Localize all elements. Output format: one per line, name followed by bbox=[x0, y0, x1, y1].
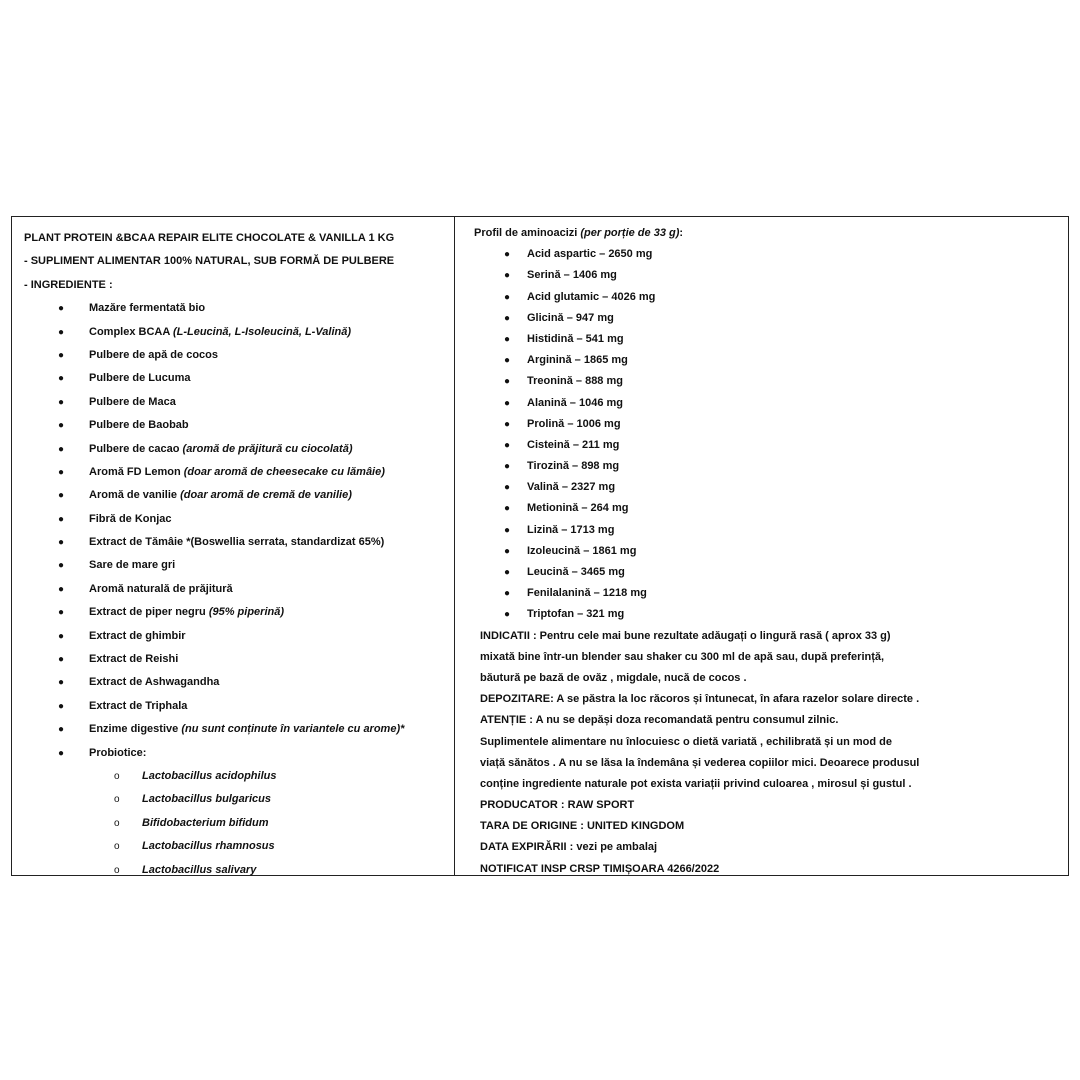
ingredient-name: Extract de ghimbir bbox=[89, 629, 186, 642]
amino-acid-text: Leucină – 3465 mg bbox=[527, 566, 625, 578]
probiotic-name: Lactobacillus bulgaricus bbox=[142, 793, 271, 806]
amino-acid-item bbox=[474, 244, 1068, 265]
ingredient-name: Extract de Reishi bbox=[89, 653, 179, 666]
info-line: Suplimentele alimentare nu înlocuiesc o dietă variată , echilibrată și un mod de bbox=[480, 735, 893, 748]
ingredient-item bbox=[24, 742, 449, 765]
bullet-icon: ● bbox=[58, 537, 65, 549]
bullet-icon: ● bbox=[504, 545, 511, 557]
info-line: NOTIFICAT INSP CRSP TIMIȘOARA 4266/2022 bbox=[480, 862, 720, 875]
bullet-icon: ● bbox=[58, 443, 65, 455]
bullet-icon: ● bbox=[504, 567, 511, 578]
ingredient-name: Pulbere de Maca bbox=[89, 395, 176, 408]
bullet-icon: ● bbox=[58, 303, 65, 315]
probiotic-name: Lactobacillus salivary bbox=[142, 863, 257, 876]
ingredient-item bbox=[24, 508, 449, 531]
bullet-icon: ● bbox=[58, 607, 65, 619]
ingredient-note: (nu sunt conținute în variantele cu arome)* bbox=[181, 723, 405, 736]
amino-acid-item bbox=[474, 329, 1068, 350]
ingredient-item bbox=[24, 578, 449, 601]
bullet-icon: ● bbox=[504, 524, 511, 536]
ingredient-name: Extract de Ashwagandha bbox=[89, 676, 220, 689]
ingredients-column bbox=[24, 227, 449, 882]
ingredient-item bbox=[24, 484, 449, 507]
ingredient-item bbox=[24, 391, 449, 414]
probiotic-name: Lactobacillus acidophilus bbox=[142, 769, 277, 782]
bullet-icon: ● bbox=[504, 249, 511, 261]
amino-acid-text: Arginină – 1865 mg bbox=[527, 354, 628, 367]
ingredient-note: (aromă de prăjitură cu ciocolată) bbox=[182, 442, 353, 455]
ingredient-name: Extract de piper negru bbox=[89, 606, 209, 619]
ingredient-item bbox=[24, 554, 449, 577]
amino-heading-colon: : bbox=[679, 227, 684, 239]
bullet-icon: ● bbox=[504, 355, 511, 367]
bullet-icon: ● bbox=[504, 609, 511, 621]
product-title: PLANT PROTEIN &BCAA REPAIR ELITE CHOCOLATE & VANILLA 1 KG bbox=[24, 232, 395, 244]
info-line: conține ingrediente naturale pot exista variații privind culoarea , mirosul și gustul . bbox=[480, 777, 912, 790]
ingredient-item bbox=[24, 344, 449, 367]
info-line: DEPOZITARE: A se păstra la loc răcoros și întunecat, în afara razelor solare directe . bbox=[480, 693, 920, 706]
ingredient-note: (doar aromă de cheesecake cu lămâie) bbox=[183, 465, 385, 478]
info-line: băutură pe bază de ovăz , migdale, nucă de cocos . bbox=[480, 671, 747, 684]
amino-acid-text: Metionină – 264 mg bbox=[527, 502, 629, 515]
ingredient-item bbox=[24, 718, 449, 741]
probiotic-name: Lactobacillus rhamnosus bbox=[142, 840, 275, 853]
probiotic-item bbox=[24, 835, 449, 858]
ingredient-item bbox=[24, 321, 449, 344]
ingredient-name: Extract de Triphala bbox=[89, 699, 188, 712]
bullet-icon: ● bbox=[504, 503, 511, 515]
hollow-bullet-icon: o bbox=[114, 864, 120, 876]
ingredient-note: (95% piperină) bbox=[208, 606, 284, 619]
amino-acid-item bbox=[474, 265, 1068, 286]
ingredient-item bbox=[24, 461, 449, 484]
bullet-icon: ● bbox=[504, 291, 511, 303]
info-line: PRODUCATOR : RAW SPORT bbox=[480, 799, 635, 812]
hollow-bullet-icon: o bbox=[114, 841, 120, 853]
ingredient-item bbox=[24, 414, 449, 437]
bullet-icon: ● bbox=[504, 439, 511, 451]
bullet-icon: ● bbox=[504, 418, 511, 430]
amino-acid-item bbox=[474, 456, 1068, 477]
amino-acid-item bbox=[474, 520, 1068, 541]
probiotic-item bbox=[24, 765, 449, 788]
ingredient-item bbox=[24, 601, 449, 624]
bullet-icon: ● bbox=[58, 490, 65, 502]
bullet-icon: ● bbox=[504, 461, 511, 473]
amino-acid-text: Fenilalanină – 1218 mg bbox=[527, 587, 647, 600]
info-line: TARA DE ORIGINE : UNITED KINGDOM bbox=[480, 820, 685, 833]
amino-acid-text: Serină – 1406 mg bbox=[527, 269, 617, 282]
bullet-icon: ● bbox=[58, 724, 65, 736]
bullet-icon: ● bbox=[58, 349, 65, 361]
ingredient-name: Mazăre fermentată bio bbox=[89, 302, 206, 315]
amino-acid-item bbox=[474, 583, 1068, 604]
amino-acid-item bbox=[474, 350, 1068, 371]
product-info-lines bbox=[474, 626, 1068, 880]
amino-acid-item bbox=[474, 541, 1068, 562]
bullet-icon: ● bbox=[504, 482, 511, 494]
bullet-icon: ● bbox=[58, 373, 65, 385]
amino-acid-item bbox=[474, 308, 1068, 329]
amino-acid-item bbox=[474, 604, 1068, 625]
hollow-bullet-icon: o bbox=[114, 794, 120, 806]
ingredient-name: Pulbere de cacao bbox=[89, 442, 183, 455]
ingredient-name: Aromă de vanilie bbox=[89, 489, 181, 502]
ingredient-item bbox=[24, 695, 449, 718]
amino-acid-item bbox=[474, 498, 1068, 519]
amino-acid-text: Acid glutamic – 4026 mg bbox=[527, 290, 656, 303]
bullet-icon: ● bbox=[504, 376, 511, 388]
bullet-icon: ● bbox=[58, 420, 65, 432]
info-line: ATENȚIE : A nu se depăși doza recomandată pentru consumul zilnic. bbox=[480, 714, 839, 727]
amino-acid-text: Alanină – 1046 mg bbox=[527, 396, 623, 409]
ingredient-name: Pulbere de Lucuma bbox=[89, 372, 191, 385]
info-line: viață sănătos . A nu se lăsa la îndemâna și vederea copiilor mici. Deoarece produsul bbox=[480, 756, 920, 769]
ingredient-note: (L-Leucină, L-Isoleucină, L-Valină) bbox=[172, 325, 351, 338]
ingredient-name: Pulbere de Baobab bbox=[89, 419, 189, 432]
amino-acid-text: Cisteină – 211 mg bbox=[527, 438, 620, 451]
amino-heading-text: Profil de aminoacizi bbox=[474, 227, 581, 239]
amino-acid-text: Glicină – 947 mg bbox=[527, 311, 614, 324]
ingredient-name: Aromă naturală de prăjitură bbox=[89, 582, 233, 595]
product-subtitle: - SUPLIMENT ALIMENTAR 100% NATURAL, SUB FORMĂ DE PULBERE bbox=[24, 255, 395, 268]
ingredients-list bbox=[24, 297, 449, 765]
bullet-icon: ● bbox=[58, 326, 65, 338]
info-line: INDICATII : Pentru cele mai bune rezultate adăugați o lingură rasă ( aprox 33 g) bbox=[480, 629, 891, 642]
bullet-icon: ● bbox=[58, 700, 65, 712]
amino-heading-note: (per porție de 33 g) bbox=[580, 227, 680, 239]
column-divider bbox=[454, 217, 455, 875]
amino-acid-item bbox=[474, 371, 1068, 392]
ingredient-name: Probiotice: bbox=[89, 746, 147, 759]
ingredient-name: Pulbere de apă de cocos bbox=[89, 348, 218, 361]
amino-acid-list bbox=[474, 244, 1068, 625]
info-line: DATA EXPIRĂRII : vezi pe ambalaj bbox=[480, 841, 658, 854]
amino-acid-text: Tirozină – 898 mg bbox=[527, 460, 620, 473]
ingredients-heading: - INGREDIENTE : bbox=[24, 278, 113, 291]
bullet-icon: ● bbox=[58, 747, 65, 759]
amino-acid-text: Izoleucină – 1861 mg bbox=[527, 544, 637, 557]
ingredient-name: Fibră de Konjac bbox=[89, 512, 172, 525]
info-line: mixată bine într-un blender sau shaker cu 300 ml de apă sau, după preferință, bbox=[480, 650, 885, 663]
ingredient-note: (doar aromă de cremă de vanilie) bbox=[180, 489, 352, 502]
ingredient-name: Extract de Tămâie *(Boswellia serrata, standardizat 65%) bbox=[89, 536, 385, 549]
ingredient-item bbox=[24, 648, 449, 671]
bullet-icon: ● bbox=[58, 630, 65, 642]
ingredient-item bbox=[24, 531, 449, 554]
ingredient-name: Enzime digestive bbox=[89, 723, 182, 736]
bullet-icon: ● bbox=[58, 513, 65, 525]
amino-acid-text: Prolină – 1006 mg bbox=[527, 417, 621, 430]
amino-acid-text: Acid aspartic – 2650 mg bbox=[527, 248, 653, 261]
bullet-icon: ● bbox=[504, 588, 511, 600]
amino-acid-item bbox=[474, 435, 1068, 456]
probiotic-item bbox=[24, 812, 449, 835]
probiotic-name: Bifidobacterium bifidum bbox=[142, 816, 269, 829]
ingredient-name: Sare de mare gri bbox=[89, 559, 176, 572]
probiotic-item bbox=[24, 859, 449, 882]
bullet-icon: ● bbox=[58, 654, 65, 666]
ingredient-item bbox=[24, 625, 449, 648]
amino-acid-item bbox=[474, 562, 1068, 583]
bullet-icon: ● bbox=[58, 583, 65, 595]
bullet-icon: ● bbox=[58, 560, 65, 572]
bullet-icon: ● bbox=[58, 466, 65, 478]
ingredient-name: Aromă FD Lemon bbox=[89, 465, 184, 478]
bullet-icon: ● bbox=[504, 333, 511, 345]
ingredient-name: Complex BCAA bbox=[89, 325, 173, 338]
probiotic-item bbox=[24, 788, 449, 811]
bullet-icon: ● bbox=[504, 270, 511, 282]
amino-acid-item bbox=[474, 414, 1068, 435]
hollow-bullet-icon: o bbox=[114, 770, 120, 782]
amino-acid-text: Lizină – 1713 mg bbox=[527, 523, 615, 536]
amino-acid-text: Valină – 2327 mg bbox=[527, 481, 616, 494]
bullet-icon: ● bbox=[504, 312, 511, 324]
ingredient-item bbox=[24, 438, 449, 461]
bullet-icon: ● bbox=[504, 397, 511, 409]
probiotics-list bbox=[24, 765, 449, 882]
amino-acid-item bbox=[474, 393, 1068, 414]
amino-acid-text: Histidină – 541 mg bbox=[527, 332, 624, 345]
amino-acid-item bbox=[474, 477, 1068, 498]
amino-acid-text: Treonină – 888 mg bbox=[527, 375, 623, 388]
bullet-icon: ● bbox=[58, 396, 65, 408]
bullet-icon: ● bbox=[58, 677, 65, 689]
amino-acid-item bbox=[474, 287, 1068, 308]
ingredient-item bbox=[24, 671, 449, 694]
amino-heading bbox=[474, 223, 1068, 244]
hollow-bullet-icon: o bbox=[114, 817, 120, 829]
ingredient-item bbox=[24, 367, 449, 390]
amino-info-column bbox=[474, 223, 1068, 880]
product-label-table bbox=[11, 216, 1069, 876]
amino-acid-text: Triptofan – 321 mg bbox=[527, 608, 625, 621]
ingredient-item bbox=[24, 297, 449, 320]
